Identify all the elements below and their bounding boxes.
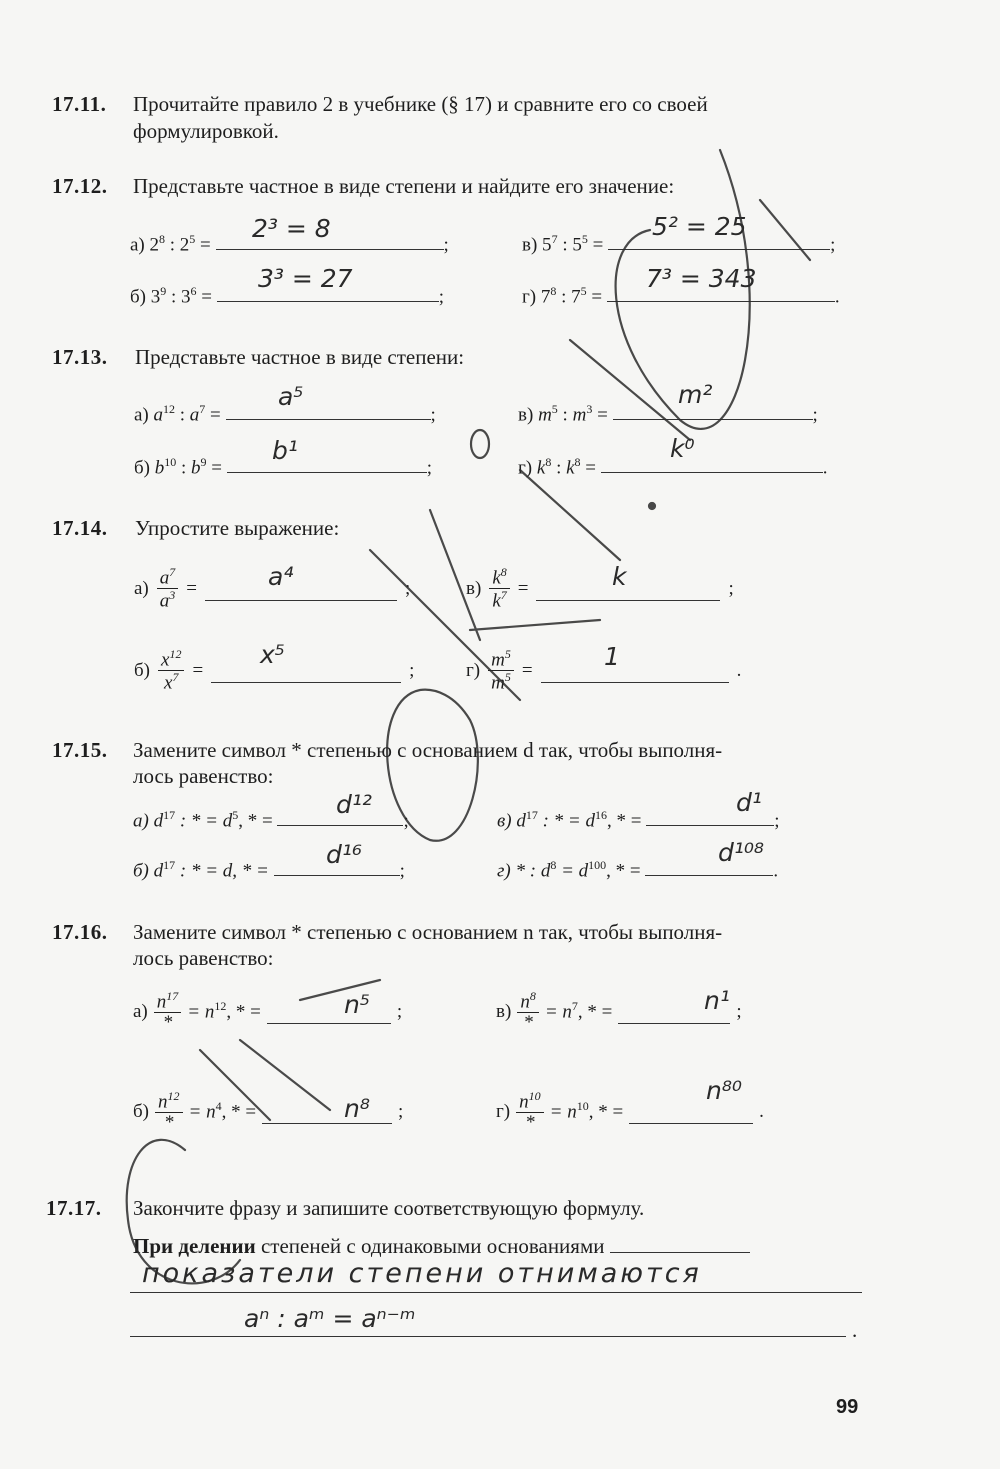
task-item: а) $a^{12}$ : $a^7$ = ; <box>134 402 436 426</box>
handwritten-answer: показатели степени отнимаются <box>142 1258 702 1289</box>
answer-line[interactable] <box>608 248 830 250</box>
exercise-text: лось равенство: <box>133 946 274 970</box>
exercise-text: формулировкой. <box>133 119 279 143</box>
answer-line[interactable] <box>646 824 774 826</box>
task-item: в) $m^5$ : $m^3$ = ; <box>518 402 818 426</box>
task-item: б) $d^{17}$ : * = d, * = ; <box>133 858 405 882</box>
exercise-number: 17.14. <box>52 516 108 540</box>
fraction: $\frac{a^7}{a^3}$ <box>157 566 179 612</box>
handwritten-answer: d¹² <box>336 790 372 819</box>
exercise-number: 17.13. <box>52 345 108 369</box>
task-item: а) $\frac{n^{17}}{*}$ = $n^{12}$, * = ; <box>133 989 403 1034</box>
answer-line[interactable] <box>130 1336 846 1337</box>
exercise-text: Закончите фразу и запишите соответствующую формулу. <box>133 1196 645 1220</box>
answer-line[interactable] <box>277 824 403 826</box>
answer-line[interactable] <box>618 1022 730 1024</box>
exercise-text: Упростите выражение: <box>135 516 340 540</box>
scribble-letter <box>471 430 489 458</box>
exercise-lead: При делении степеней с одинаковыми основаниями <box>133 1234 750 1259</box>
handwritten-answer: d¹⁰⁸ <box>718 838 764 867</box>
fraction: $\frac{n^{10}}{*}$ <box>516 1090 544 1133</box>
handwritten-answer: 3³ = 27 <box>258 264 353 293</box>
task-item: г) $7^8$ : $7^5$ = . <box>522 284 840 308</box>
handwritten-answer: d¹ <box>736 788 762 817</box>
answer-line[interactable] <box>227 471 427 473</box>
handwritten-answer: 5² = 25 <box>652 212 747 241</box>
exercise-text: Прочитайте правило 2 в учебнике (§ 17) и сравните его со своей <box>133 92 708 116</box>
handwritten-answer: a⁴ <box>268 562 294 591</box>
fraction: $\frac{x^{12}}{x^7}$ <box>158 648 184 694</box>
task-item: а) $2^8$ : $2^5$ = ; <box>130 232 449 256</box>
exercise-text: лось равенство: <box>133 764 274 788</box>
task-item: а) $\frac{a^7}{a^3}$ = ; <box>134 565 411 612</box>
handwritten-answer: n⁸⁰ <box>706 1076 742 1105</box>
exercise-text: Представьте частное в виде степени: <box>135 345 465 369</box>
handwritten-answer: d¹⁶ <box>326 840 362 869</box>
answer-line[interactable] <box>205 599 397 601</box>
task-item: б) $b^{10}$ : $b^9$ = ; <box>134 455 433 479</box>
answer-line[interactable] <box>601 471 823 473</box>
fraction: $\frac{n^{17}}{*}$ <box>154 990 182 1033</box>
answer-line[interactable] <box>262 1122 392 1124</box>
exercise-number: 17.11. <box>52 92 107 116</box>
task-item: в) $d^{17}$ : * = $d^{16}$, * = ; <box>497 808 780 832</box>
scribble-letter <box>520 340 690 560</box>
task-item: б) $\frac{n^{12}}{*}$ = $n^4$, * = ; <box>133 1089 404 1134</box>
sentence-end: . <box>852 1318 858 1342</box>
task-item: в) $5^7$ : $5^5$ = ; <box>522 232 836 256</box>
answer-line[interactable] <box>536 599 720 601</box>
exercise-number: 17.17. <box>46 1196 102 1220</box>
answer-line[interactable] <box>613 418 813 420</box>
answer-line[interactable] <box>217 300 439 302</box>
handwritten-answer: k⁰ <box>670 434 695 463</box>
answer-line[interactable] <box>607 300 835 302</box>
handwritten-answer: 7³ = 343 <box>646 264 757 293</box>
exercise-text: Представьте частное в виде степени и найдите его значение: <box>133 174 675 198</box>
handwritten-answer: a⁵ <box>278 382 304 411</box>
fraction: $\frac{k^8}{k^7}$ <box>489 566 509 612</box>
answer-line[interactable] <box>226 418 431 420</box>
answer-line[interactable] <box>629 1122 753 1124</box>
handwritten-answer: b¹ <box>272 436 298 465</box>
handwritten-answer: n⁸ <box>344 1094 370 1123</box>
fraction: $\frac{n^8}{*}$ <box>517 990 539 1033</box>
answer-line[interactable] <box>267 1022 391 1024</box>
handwritten-answer: 2³ = 8 <box>252 214 331 243</box>
task-item: в) $\frac{k^8}{k^7}$ = ; <box>466 565 734 612</box>
exercise-number: 17.16. <box>52 920 108 944</box>
handwritten-formula: aⁿ : aᵐ = aⁿ⁻ᵐ <box>244 1304 416 1333</box>
answer-line[interactable] <box>610 1251 750 1253</box>
task-item: г) $\frac{m^5}{m^5}$ = . <box>466 647 742 694</box>
task-item: б) $\frac{x^{12}}{x^7}$ = ; <box>134 647 415 694</box>
task-item: б) $3^9$ : $3^6$ = ; <box>130 284 445 308</box>
handwritten-answer: n⁵ <box>344 990 370 1019</box>
exercise-text: Замените символ * степенью с основанием d так, чтобы выполня- <box>133 738 723 762</box>
task-item: г) $\frac{n^{10}}{*}$ = $n^{10}$, * = . <box>496 1089 764 1134</box>
handwritten-answer: x⁵ <box>260 640 285 669</box>
answer-line[interactable] <box>130 1292 862 1293</box>
answer-line[interactable] <box>541 681 729 683</box>
task-item: г) $k^8$ : $k^8$ = . <box>518 455 828 479</box>
handwritten-answer: n¹ <box>704 986 730 1015</box>
exercise-number: 17.12. <box>52 174 108 198</box>
exercise-text: Замените символ * степенью с основанием n так, чтобы выполня- <box>133 920 723 944</box>
fraction: $\frac{m^5}{m^5}$ <box>488 648 514 694</box>
scribble-dot <box>649 503 655 509</box>
handwritten-answer: m² <box>678 380 713 409</box>
answer-line[interactable] <box>645 874 773 876</box>
task-item: в) $\frac{n^8}{*}$ = $n^7$, * = ; <box>496 989 742 1034</box>
handwritten-answer: 1 <box>604 642 620 671</box>
answer-line[interactable] <box>216 248 444 250</box>
fraction: $\frac{n^{12}}{*}$ <box>155 1090 183 1133</box>
exercise-number: 17.15. <box>52 738 108 762</box>
task-item: а) $d^{17}$ : * = $d^5$, * = ; <box>133 808 409 832</box>
handwritten-answer: k <box>612 562 627 591</box>
page-number: 99 <box>836 1396 859 1418</box>
answer-line[interactable] <box>274 874 400 876</box>
task-item: г) * : $d^8 = d^{100}$, * = . <box>497 858 779 882</box>
answer-line[interactable] <box>211 681 401 683</box>
